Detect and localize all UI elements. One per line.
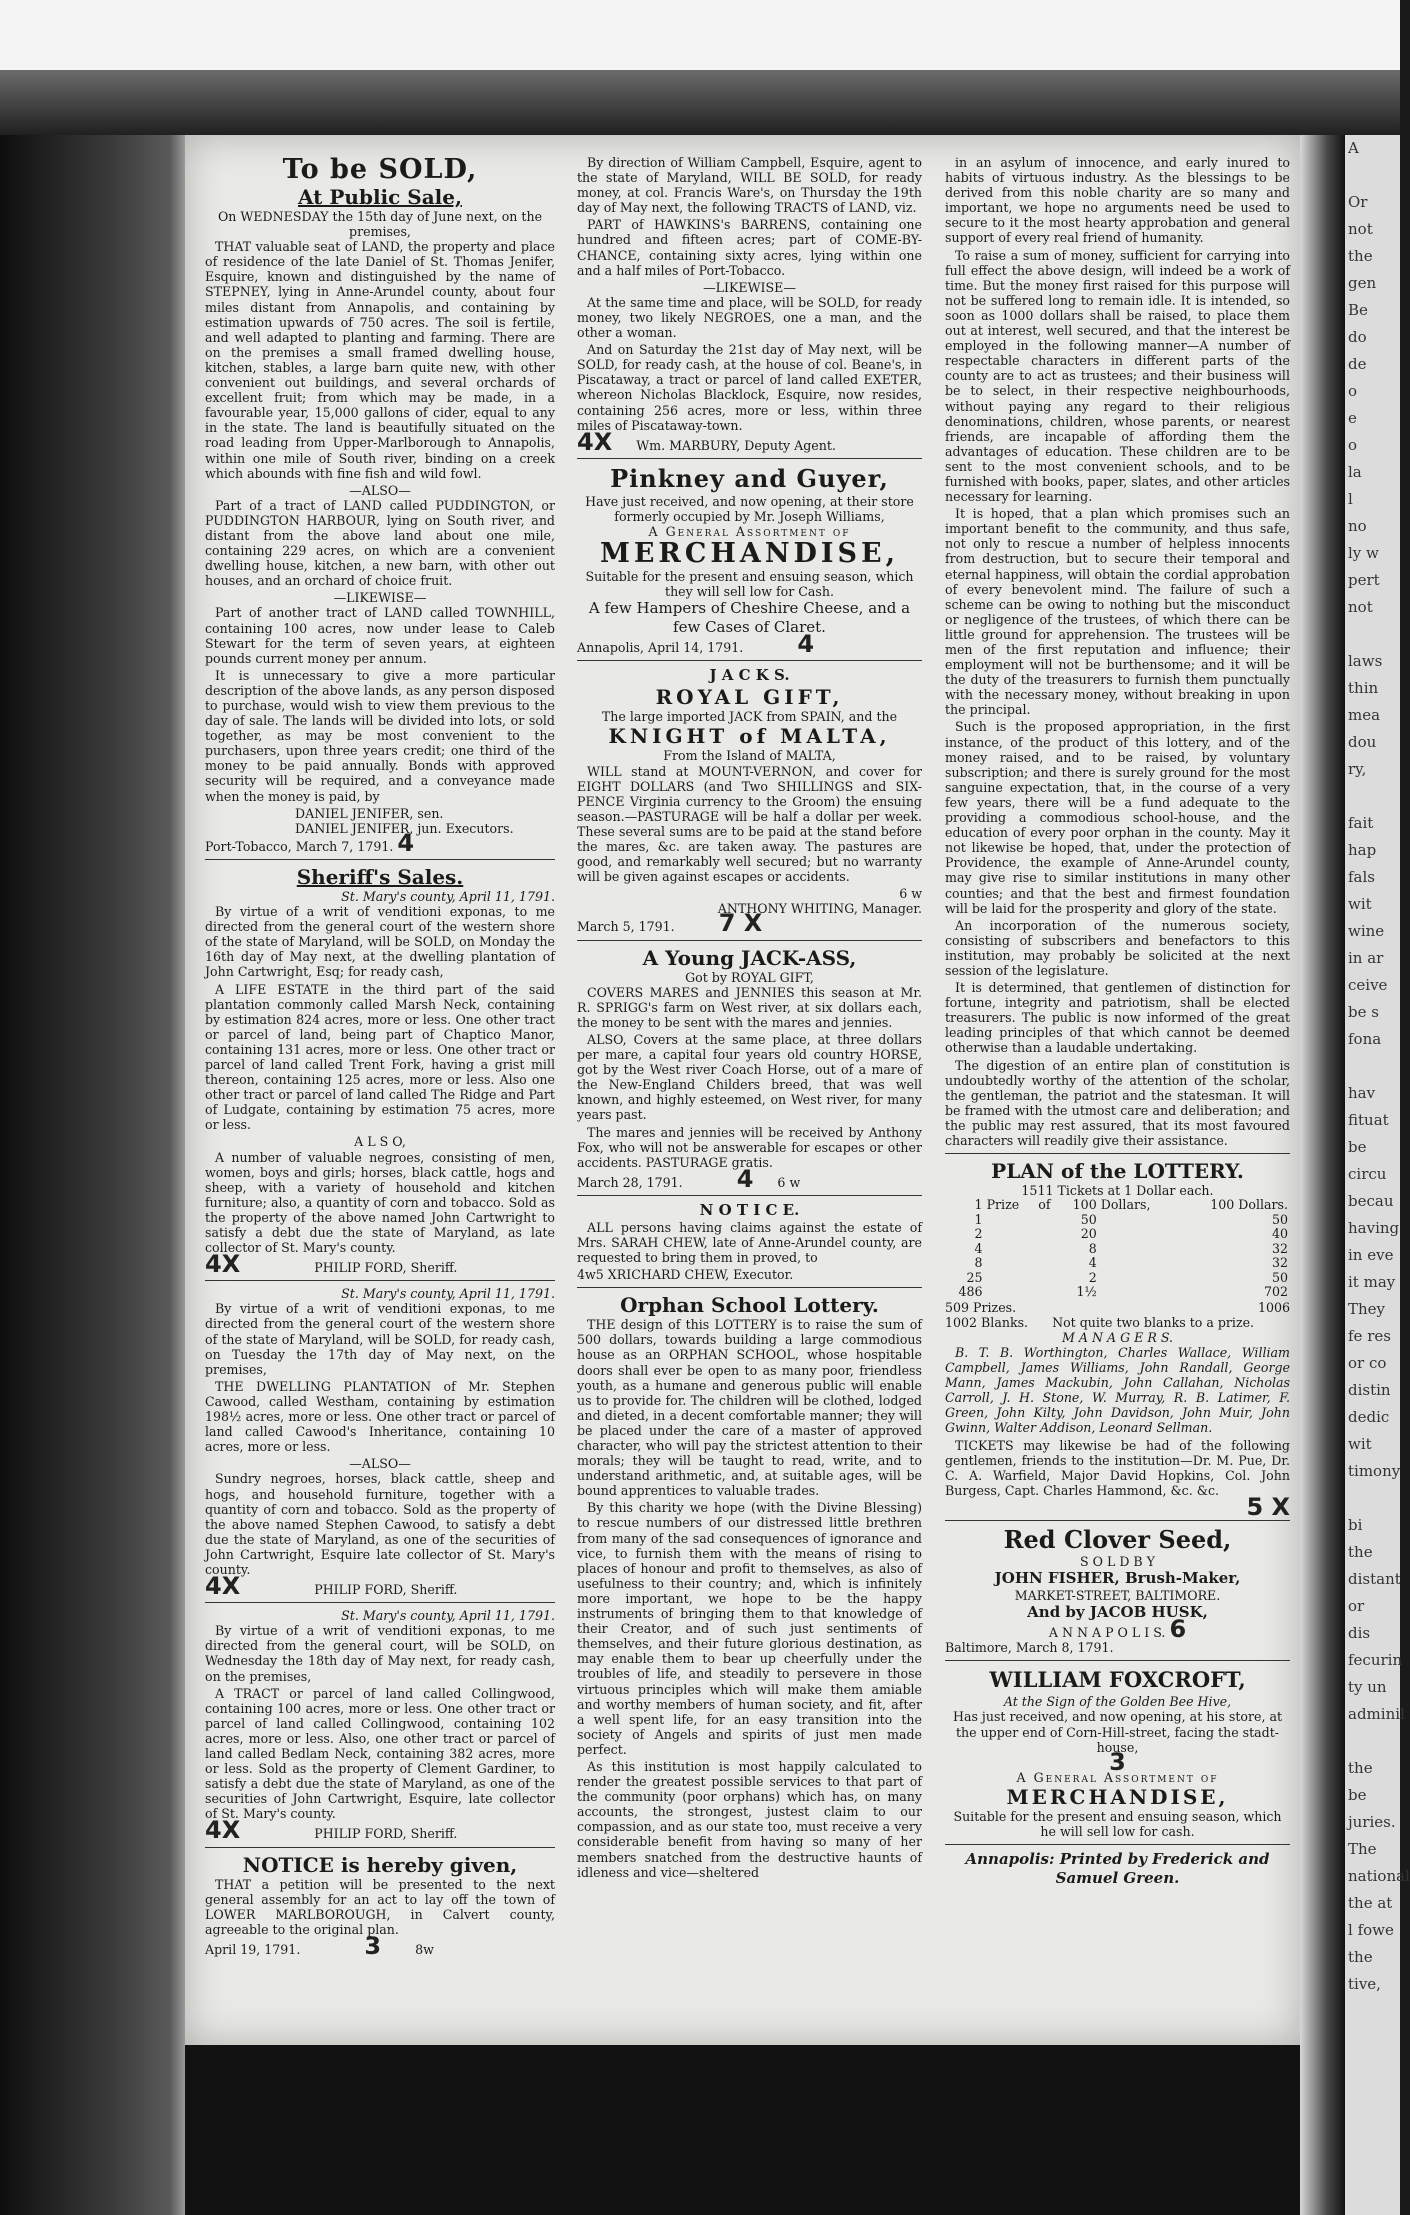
prize-label bbox=[985, 1227, 1037, 1242]
prize-of bbox=[1036, 1256, 1059, 1271]
orphan-continued: It is determined, that gentlemen of distinction for fortune, integrity and patriotism, shall be elected treasurers. The public is now informed of the great leading principles of that which cannot be deemed otherwise than a laudable undertaking. bbox=[945, 980, 1290, 1056]
facing-page-word: bi bbox=[1348, 1516, 1363, 1534]
blank-summary: 1002 Blanks. Not quite two blanks to a prize. bbox=[945, 1314, 1255, 1330]
facing-page-word: fait bbox=[1348, 814, 1374, 832]
foxcroft-paragraph: Suitable for the present and ensuing season, which he will sell low for cash. bbox=[953, 1808, 1282, 1840]
ad-signature bbox=[205, 806, 555, 836]
facing-page-word: be bbox=[1348, 1138, 1367, 1156]
store-special: A few Hampers of Cheshire Cheese, and a few Cases of Claret. bbox=[588, 599, 911, 637]
scan-light-strip bbox=[0, 0, 1400, 70]
column-2 bbox=[577, 155, 922, 2025]
notice-paragraph: THAT a petition will be presented to the next general assembly for an act to lay off the town of LOWER MARLBOROUGH, in Calvert county, agreeable to the original plan. bbox=[205, 1876, 555, 1937]
handwritten-mark: 4X bbox=[205, 1250, 241, 1279]
facing-page-word: hav bbox=[1348, 1084, 1376, 1102]
facing-page-word bbox=[1345, 1053, 1400, 1080]
column-1 bbox=[205, 155, 555, 2025]
prize-value: 2 bbox=[1088, 1269, 1097, 1285]
facing-page-word: in eve bbox=[1348, 1246, 1394, 1264]
clover-title: Red Clover Seed, bbox=[1003, 1525, 1232, 1554]
clover-sold: S O L D B Y bbox=[1080, 1554, 1155, 1569]
prize-total: 40 bbox=[1271, 1226, 1288, 1242]
lottery-plan-title: PLAN of the LOTTERY. bbox=[991, 1159, 1244, 1184]
ad-paragraph: PART of HAWKINS's BARRENS, containing one hundred and fifteen acres; part of COME-BY-CHANCE, containing sixty acres, lying within one and a half miles of Port-Tobacco. bbox=[577, 217, 922, 278]
prize-of bbox=[1036, 1242, 1059, 1257]
facing-page-word: ty un bbox=[1348, 1678, 1387, 1696]
divider bbox=[945, 1844, 1290, 1845]
handwritten-mark: 4 bbox=[797, 630, 815, 659]
orphan-continued: Such is the proposed appropriation, in the first instance, of the product of this lottery, and of the money raised, and to be raised, by voluntary subscription; and there is surely ground for the most sanguine expectation, that, in the course of a very few years, there will be a fund adequate to the providing a commodious school-house, and the education of every poor orphan in the county. May it not likewise be hoped, that, under the protection of Providence, the example of Anne-Arundel county, may give rise to similar institutions in many other counties; and that the best and firmest foundation will be laid for the prosperity and glory of the state. bbox=[945, 719, 1290, 916]
jacks-signature: ANTHONY WHITING, Manager. bbox=[717, 901, 922, 917]
handwritten-mark: 4 bbox=[736, 1164, 754, 1193]
prize-label bbox=[985, 1213, 1037, 1228]
facing-page-word: fecurin bbox=[1348, 1651, 1403, 1669]
prize-total: 100 Dollars. bbox=[1210, 1197, 1288, 1213]
clover-seller: And by JACOB HUSK, bbox=[1027, 1603, 1208, 1622]
ad-likewise: —LIKEWISE— bbox=[333, 590, 427, 606]
clover-seller: JOHN FISHER, Brush-Maker, bbox=[994, 1569, 1241, 1588]
prize-of bbox=[1036, 1213, 1059, 1228]
facing-page-word: timony bbox=[1348, 1462, 1401, 1480]
foxcroft-title: WILLIAM FOXCROFT, bbox=[989, 1667, 1246, 1693]
divider bbox=[577, 660, 922, 661]
facing-page-word: the bbox=[1348, 1759, 1373, 1777]
handwritten-mark: 4X bbox=[577, 427, 613, 456]
prize-label: Prize bbox=[986, 1197, 1020, 1213]
prize-total: 32 bbox=[1271, 1255, 1288, 1271]
prize-count: 25 bbox=[966, 1269, 983, 1285]
notice2-title: N O T I C E. bbox=[699, 1200, 800, 1219]
managers-list: B. T. B. Worthington, Charles Wallace, William Campbell, James Williams, John Randall, George Mann, James Mackubin, John Callahan, Nicholas Carroll, J. H. Stone, W. Murray, R. B. Latimer, F. Green, John Kilty, John Davidson, John Muir, John Gwinn, Walter Addison, Leonard Sellman. bbox=[945, 1344, 1290, 1436]
facing-page-word: the bbox=[1348, 247, 1373, 265]
prize-count: 4 bbox=[974, 1240, 983, 1256]
sale-date: St. Mary's county, April 11, 1791. bbox=[341, 1608, 555, 1624]
sale-paragraph: Sundry negroes, horses, black cattle, sheep and hogs, and household furniture, together with a quantity of corn and tobacco. Sold as the property of the above named Stephen Cawood, to satisfy a debt due the state of Maryland, as one of the securities of John Cartwright, Esquire late collector of St. Mary's county. bbox=[205, 1471, 555, 1577]
prize-unit bbox=[1099, 1285, 1175, 1300]
facing-page-word: or co bbox=[1348, 1354, 1387, 1372]
store-title: Pinkney and Guyer, bbox=[610, 463, 889, 493]
sale-paragraph: A number of valuable negroes, consisting of men, women, boys and girls; horses, black cattle, hogs and sheep, with a variety of household and kitchen furniture; also, a quantity of corn and tobacco. Sold as the property of the above named John Cartwright to satisfy a debt due the state of Maryland, as late collector of St. Mary's county. bbox=[205, 1149, 555, 1256]
divider bbox=[945, 1660, 1290, 1661]
knight-title: KNIGHT of MALTA, bbox=[608, 724, 891, 749]
jacks-date: March 5, 1791. 7 X bbox=[577, 909, 763, 938]
prize-row bbox=[945, 1198, 1290, 1213]
managers-title: M A N A G E R S. bbox=[1061, 1329, 1174, 1345]
sale-date: St. Mary's county, April 11, 1791. bbox=[341, 1286, 555, 1302]
orphan-paragraph: By this charity we hope (with the Divine Blessing) to rescue numbers of our distressed little brethren from many of the sad consequences of ignorance and vice, to furnish them with the means of rising to places of honour and profit to themselves, as also of usefulness to their country; and, which is infinitely more important, we hope to be the happy instruments of bringing them to that knowledge of their Creator, and of such just sentiments of themselves, and their future glorious destination, as may enable them to bear up cheerfully under the troubles of life, and steadily to persevere in those virtuous principles which will make them amiable and worthy members of human society, and fit, after a well spent life, for an easy transition into the society of Angels and spirits of just men made perfect. bbox=[577, 1500, 922, 1757]
jackass-paragraph: The mares and jennies will be received by Anthony Fox, who will not be answerable for escapes or other accidents. PASTURAGE gratis. bbox=[577, 1124, 922, 1170]
handwritten-mark: 4X bbox=[205, 1572, 241, 1601]
sale-date: St. Mary's county, April 11, 1791. bbox=[341, 888, 555, 904]
facing-page-word bbox=[1345, 1728, 1400, 1755]
prize-value: 8 bbox=[1088, 1240, 1097, 1256]
tickets-paragraph: TICKETS may likewise be had of the following gentlemen, friends to the institution—Dr. M. Pue, Dr. C. A. Warfield, Major David Hopkins, Col. John Burgess, Capt. Charles Hammond, &c. &c. bbox=[945, 1437, 1290, 1498]
prize-row bbox=[945, 1285, 1290, 1300]
facing-page-word: juries. bbox=[1348, 1813, 1396, 1831]
prize-of bbox=[1036, 1285, 1059, 1300]
divider bbox=[205, 1602, 555, 1603]
divider bbox=[577, 1195, 922, 1196]
facing-page-word: wit bbox=[1348, 1435, 1372, 1453]
facing-page-word: distant bbox=[1348, 1570, 1401, 1588]
signature-line: DANIEL JENIFER, sen. bbox=[295, 805, 444, 821]
facing-page-word: fona bbox=[1348, 1030, 1382, 1048]
handwritten-mark: 3 bbox=[1109, 1747, 1126, 1776]
jacks-sub: The large imported JACK from SPAIN, and the bbox=[601, 709, 898, 725]
facing-page-word: distin bbox=[1348, 1381, 1391, 1399]
orphan-paragraph: As this institution is most happily calculated to render the greatest possible services to that part of the community (poor orphans) which has, on many accounts, the strongest, justest claim to our compassion, and as our state too, must receive a very considerable benefit from having so many of her members snatched from the destructive haunts of idleness and vice—sheltered bbox=[577, 1758, 922, 1880]
printer-imprint: Annapolis: Printed by Frederick and Samuel Green. bbox=[965, 1850, 1270, 1888]
prize-row bbox=[945, 1213, 1290, 1228]
facing-page-word: in ar bbox=[1348, 949, 1384, 967]
divider bbox=[577, 458, 922, 459]
ad-also: —ALSO— bbox=[349, 482, 411, 498]
prize-unit bbox=[1099, 1227, 1175, 1242]
handwritten-mark: 4 bbox=[397, 828, 415, 857]
notice-title: NOTICE is hereby given, bbox=[242, 1852, 518, 1877]
facing-page-word: adminil bbox=[1348, 1705, 1405, 1723]
ad-place-date: Port-Tobacco, March 7, 1791. 4 bbox=[205, 828, 415, 857]
clover-town: A N N A P O L I S. 6 bbox=[1048, 1615, 1187, 1644]
handwritten-mark: 3 bbox=[364, 1931, 382, 1960]
divider bbox=[205, 859, 555, 860]
facing-page-word: it may bbox=[1348, 1273, 1396, 1291]
jacks-title: J A C K S. bbox=[709, 666, 790, 685]
facing-page-word: la bbox=[1348, 463, 1362, 481]
orphan-continued: The digestion of an entire plan of constitution is undoubtedly worthy of the attention of the scholar, the gentleman, the patriot and the statesman. It will be framed with the utmost care and deliberation; and the public may rest assured, that its most favoured characters will readily give their assistance. bbox=[945, 1057, 1290, 1148]
facing-page-word: no bbox=[1348, 517, 1367, 535]
prize-value: 1½ bbox=[1076, 1284, 1097, 1300]
merchandise-title: MERCHANDISE, bbox=[599, 538, 900, 570]
facing-page-word: or bbox=[1348, 1597, 1365, 1615]
divider bbox=[577, 1287, 922, 1288]
divider bbox=[205, 1847, 555, 1848]
facing-page-word: A bbox=[1348, 139, 1359, 157]
facing-page-word: thin bbox=[1348, 679, 1379, 697]
facing-page-word: e bbox=[1348, 409, 1357, 427]
jackass-sub: Got by ROYAL GIFT, bbox=[685, 969, 814, 985]
jacks-6w: 6 w bbox=[899, 886, 922, 902]
facing-page-word: having bbox=[1348, 1219, 1400, 1237]
sale-signature: 4X PHILIP FORD, Sheriff. bbox=[205, 1816, 458, 1845]
foxcroft-sign: At the Sign of the Golden Bee Hive, bbox=[1003, 1694, 1232, 1710]
sale-paragraph: By virtue of a writ of venditioni exponas, to me directed from the general court of the western shore of the state of Maryland, will be SOLD, on Monday the 16th day of May next, at the dwelling plantation of John Cartwright, Esq; for ready cash, bbox=[205, 904, 555, 980]
ad-likewise: —LIKEWISE— bbox=[703, 279, 796, 295]
prize-total: 32 bbox=[1271, 1240, 1288, 1256]
facing-page-word: circu bbox=[1348, 1165, 1387, 1183]
sale-paragraph: A TRACT or parcel of land called Collingwood, containing 100 acres, more or less. One other tract or parcel of land called Collingwood, containing 102 acres, more or less. Also, one other tract or parcel of land called Bedlam Neck, containing 382 acres, more or less. Sold as the property of Clement Gardiner, to satisfy a debt due the state of Maryland, as one of the securities of John Cartwright, Esquire, late collector of St. Mary's county. bbox=[205, 1685, 555, 1822]
facing-page-word: be s bbox=[1348, 1003, 1379, 1021]
orphan-continued: in an asylum of innocence, and early inured to habits of virtuous industry. As the blessings to be derived from this noble charity are so many and important, we hope no arguments need be used to secure to it the most hearty approbation and general support of every real friend of humanity. bbox=[945, 155, 1290, 246]
foxcroft-assort: A General Assortment of bbox=[1016, 1769, 1219, 1785]
facing-page-word: be bbox=[1348, 1786, 1367, 1804]
ad-subtitle: At Public Sale, bbox=[298, 185, 462, 209]
orphan-continued: An incorporation of the numerous society, consisting of subscribers and benefactors to this institution, may probably be solicited at the next session of the legislature. bbox=[945, 917, 1290, 978]
sale-paragraph: THE DWELLING PLANTATION of Mr. Stephen Cawood, called Westham, containing by estimation 198½ acres, more or less. One other tract or parcel of land called Cawood's Inheritance, containing 10 acres, more or less. bbox=[205, 1378, 555, 1455]
prize-row bbox=[945, 1256, 1290, 1271]
facing-page-word: wit bbox=[1348, 895, 1372, 913]
prize-unit: Dollars, bbox=[1100, 1197, 1151, 1213]
facing-page-word: They bbox=[1348, 1300, 1386, 1318]
facing-page-word: do bbox=[1348, 328, 1367, 346]
facing-page-word: dedic bbox=[1348, 1408, 1390, 1426]
prize-row bbox=[945, 1242, 1290, 1257]
ad-date: On WEDNESDAY the 15th day of June next, on the premises, bbox=[217, 209, 543, 240]
lottery-plan-sub: 1511 Tickets at 1 Dollar each. bbox=[1021, 1183, 1214, 1199]
assortment-label: A General Assortment of bbox=[648, 523, 851, 539]
signature-line: DANIEL JENIFER, jun. Executors. bbox=[295, 820, 514, 836]
facing-page-word: The bbox=[1348, 1840, 1377, 1858]
section-title: Sheriff's Sales. bbox=[296, 864, 464, 889]
prize-label bbox=[985, 1285, 1037, 1300]
ad-signature: 4X Wm. MARBURY, Deputy Agent. bbox=[577, 427, 836, 456]
scan-top-shadow bbox=[0, 70, 1400, 135]
jacks-sub: From the Island of MALTA, bbox=[663, 748, 836, 764]
handwritten-mark: 5 X bbox=[1246, 1492, 1290, 1521]
facing-page-word: hap bbox=[1348, 841, 1377, 859]
ad-title: To be SOLD, bbox=[282, 154, 478, 185]
orphan-title: Orphan School Lottery. bbox=[620, 1293, 879, 1318]
clover-date: Baltimore, March 8, 1791. bbox=[945, 1640, 1114, 1656]
prize-label bbox=[985, 1242, 1037, 1257]
ad-paragraph: It is unnecessary to give a more particular description of the above lands, as any person disposed to purchase, would wish to view them previous to the day of sale. The lands will be divided into lots, or sold together, as may be most convenient to the purchasers, upon three years credit; one third of the money to be paid annually. Bonds with approved security will be required, and a conveyance made when the money is paid, by bbox=[205, 667, 555, 804]
scan-top-margin bbox=[0, 0, 1400, 135]
facing-page-word: the bbox=[1348, 1948, 1373, 1966]
column-3 bbox=[945, 155, 1290, 2025]
store-date: Annapolis, April 14, 1791. 4 bbox=[577, 630, 815, 659]
facing-page-word: l fowe bbox=[1348, 1921, 1394, 1939]
prize-value: 4 bbox=[1088, 1255, 1097, 1271]
facing-page-word: laws bbox=[1348, 652, 1383, 670]
prize-summary: 509 Prizes. 1006 bbox=[945, 1299, 1290, 1315]
store-paragraph: Suitable for the present and ensuing season, which they will sell low for Cash. bbox=[585, 569, 914, 600]
jacks-paragraph: WILL stand at MOUNT-VERNON, and cover for EIGHT DOLLARS (and Two SHILLINGS and SIX-PENCE Virginia currency to the Groom) the ensuing season.—PASTURAGE will be half a dollar per week. These several sums are to be paid at the stand before the mares, &c. are taken away. The pastures are good, and remarkably well secured; but no warranty will be given against escapes or accidents. bbox=[577, 763, 922, 885]
clover-street: MARKET-STREET, BALTIMORE. bbox=[1014, 1588, 1221, 1604]
book-gutter bbox=[1300, 135, 1345, 2215]
facing-page-word: not bbox=[1348, 220, 1373, 238]
facing-page-fragment bbox=[1345, 135, 1410, 2215]
facing-page-word: l bbox=[1348, 490, 1353, 508]
facing-page-word: o bbox=[1348, 436, 1358, 454]
prize-row bbox=[945, 1227, 1290, 1242]
store-paragraph: Have just received, and now opening, at their store formerly occupied by Mr. Joseph Williams, bbox=[585, 493, 914, 524]
prize-count: 486 bbox=[958, 1284, 983, 1300]
facing-page-word bbox=[1345, 783, 1400, 810]
prize-count: 1 bbox=[974, 1197, 983, 1213]
jackass-date: March 28, 1791. 4 6 w bbox=[577, 1164, 801, 1193]
sale-paragraph: By virtue of a writ of venditioni exponas, to me directed from the general court of the western shore of the state of Maryland, will be SOLD, for ready cash, on Tuesday the 17th day of May next, on the premises, bbox=[205, 1301, 555, 1377]
orphan-paragraph: THE design of this LOTTERY is to raise the sum of 500 dollars, towards building a large commodious house as an ORPHAN SCHOOL, whose hospitable doors shall ever be open to as many poor, friendless youth, as a humane and generous public will enable us to provide for. The children will be clothed, lodged and dieted, in a decent comfortable manner; they will be placed under the care of a master of approved character, who will pay the strictest attention to their morals; they will be taught to read, write, and to understand arithmetic, and, at suitable ages, will be bound apprentices to valuable trades. bbox=[577, 1317, 922, 1499]
prize-unit bbox=[1099, 1242, 1175, 1257]
facing-page-word: the bbox=[1348, 1543, 1373, 1561]
sale-signature: 4X PHILIP FORD, Sheriff. bbox=[205, 1572, 458, 1601]
facing-page-word: o bbox=[1348, 382, 1358, 400]
prize-of bbox=[1036, 1227, 1059, 1242]
facing-page-word bbox=[1345, 162, 1400, 189]
jackass-paragraph: COVERS MARES and JENNIES this season at Mr. R. SPRIGG's farm on West river, at six dollars each, the money to be sent with the mares and jennies. bbox=[577, 984, 922, 1030]
ad-paragraph: Part of a tract of LAND called PUDDINGTON, or PUDDINGTON HARBOUR, lying on South river, and distant from the above land about one mile, containing 229 acres, on which are a convenient dwelling house, kitchen, a new barn, with other out houses, and an orchard of choice fruit. bbox=[205, 497, 555, 589]
prize-value: 50 bbox=[1080, 1211, 1097, 1227]
facing-page-word: fe res bbox=[1348, 1327, 1391, 1345]
facing-page-word: national bbox=[1348, 1867, 1410, 1885]
divider bbox=[945, 1153, 1290, 1154]
jackass-title: A Young JACK-ASS, bbox=[642, 945, 857, 970]
sale-paragraph: By virtue of a writ of venditioni exponas, to me directed from the general court, will be SOLD, on Wednesday the 18th day of May next, for ready cash, on the premises, bbox=[205, 1623, 555, 1684]
facing-page-word: fals bbox=[1348, 868, 1375, 886]
divider bbox=[577, 940, 922, 941]
prize-total: 50 bbox=[1271, 1211, 1288, 1227]
facing-page-word: ly w bbox=[1348, 544, 1379, 562]
newspaper-page bbox=[185, 135, 1300, 2045]
facing-page-word: becau bbox=[1348, 1192, 1394, 1210]
notice2-paragraph: ALL persons having claims against the estate of Mrs. SARAH CHEW, late of Anne-Arundel county, are requested to bring them in proved, to bbox=[577, 1219, 922, 1266]
orphan-continued: To raise a sum of money, sufficient for carrying into full effect the above design, will indeed be a work of time. But the money first raised for this purpose will not be suffered long to remain idle. It is intended, so soon as 1000 dollars shall be raised, to place them out at interest, well secured, and that the interest be employed in the following manner—A number of respectable characters in different parts of the county are to act as trustees; and their business will be to select, in their respective neighbourhoods, without paying any regard to their religious denominations, children, whose parents, or nearest friends, are incapable of affording them the advantages of education. These children are to be sent to the most convenient schools, and to be furnished with books, paper, slates, and other articles necessary for learning. bbox=[945, 247, 1290, 505]
facing-page-word bbox=[1345, 621, 1400, 648]
book-spine bbox=[0, 135, 185, 2215]
prize-count: 1 bbox=[974, 1211, 983, 1227]
facing-page-word: Or bbox=[1348, 193, 1368, 211]
prize-label bbox=[985, 1256, 1037, 1271]
foxcroft-paragraph: Has just received, and now opening, at his store, at the upper end of Corn-Hill-street, facing the stadt-house, bbox=[952, 1709, 1283, 1755]
ad-paragraph: Part of another tract of LAND called TOWNHILL, containing 100 acres, now under lease to Caleb Stewart for the term of seven years, at eighteen pounds current money per annum. bbox=[205, 605, 555, 666]
prize-row bbox=[945, 1271, 1290, 1286]
facing-page-word: dou bbox=[1348, 733, 1377, 751]
sale-also: A L S O, bbox=[354, 1134, 406, 1150]
ad-paragraph: THAT valuable seat of LAND, the property and place of residence of the late Daniel of St. Thomas Jenifer, Esquire, known and distinguished by the name of STEPNEY, lying in Anne-Arundel county, about four miles distant from Annapolis, and containing by estimation upwards of 750 acres. The soil is fertile, and well adapted to planting and farming. There are on the premises a small framed dwelling house, kitchen, stables, a large barn quite new, with other convenient out buildings, and several orchards of excellent fruit; from which may be made, in a favourable year, 15,000 gallons of cider, equal to any in the state. The land is beautifully situated on the road leading from Upper-Marlborough to Annapolis, within one mile of South river, binding on a creek which abounds with fine fish and wild fowl. bbox=[205, 239, 555, 481]
facing-page-word: gen bbox=[1348, 274, 1377, 292]
prize-table bbox=[945, 1198, 1290, 1300]
prize-value: 20 bbox=[1080, 1226, 1097, 1242]
prize-unit bbox=[1099, 1213, 1175, 1228]
prize-total: 50 bbox=[1271, 1269, 1288, 1285]
divider bbox=[205, 1280, 555, 1281]
prize-count: 8 bbox=[974, 1255, 983, 1271]
facing-page-word bbox=[1345, 1485, 1400, 1512]
sale-signature: 4X PHILIP FORD, Sheriff. bbox=[205, 1250, 458, 1279]
facing-page-word: mea bbox=[1348, 706, 1381, 724]
prize-count: 2 bbox=[974, 1226, 983, 1242]
prize-unit bbox=[1099, 1256, 1175, 1271]
prize-total: 702 bbox=[1263, 1284, 1288, 1300]
royal-gift-title: ROYAL GIFT, bbox=[655, 685, 844, 710]
prize-unit bbox=[1099, 1271, 1175, 1286]
scan-bottom-margin bbox=[185, 2045, 1300, 2215]
sale-also: —ALSO— bbox=[349, 1456, 411, 1472]
facing-page-word: de bbox=[1348, 355, 1367, 373]
prize-of: of bbox=[1038, 1197, 1051, 1213]
ad-paragraph: By direction of William Campbell, Esquire, agent to the state of Maryland, WILL BE SOLD, for ready money, at col. Francis Ware's, on Thursday the 19th day of May next, the following TRACTS of LAND, viz. bbox=[577, 155, 922, 216]
facing-page-word: ceive bbox=[1348, 976, 1388, 994]
ad-paragraph: And on Saturday the 21st day of May next, will be SOLD, for ready cash, at the house of col. Beane's, in Piscataway, a tract or parcel of land called EXETER, whereon Nicholas Blacklock, Esquire, now resides, containing 256 acres, more or less, within three miles of Piscataway-town. bbox=[577, 342, 922, 433]
notice2-signature: 4w5 XRICHARD CHEW, Executor. bbox=[577, 1267, 794, 1283]
facing-page-word: fituat bbox=[1348, 1111, 1389, 1129]
handwritten-mark: 4X bbox=[205, 1816, 241, 1845]
facing-page-word: Be bbox=[1348, 301, 1368, 319]
sale-paragraph: A LIFE ESTATE in the third part of the said plantation commonly called Marsh Neck, containing by estimation 824 acres, more or less. One other tract or parcel of land, being part of Chaptico Manor, containing 131 acres, more or less. One other tract or parcel of land called Trent Fork, having a grist mill thereon, containing 125 acres, more or less. Also one other tract or parcel of land called The Ridge and Part of Ludgate, containing by estimation 75 acres, more or less. bbox=[205, 981, 555, 1133]
facing-page-word: not bbox=[1348, 598, 1373, 616]
facing-page-word: wine bbox=[1348, 922, 1385, 940]
facing-page-word: ry, bbox=[1348, 760, 1367, 778]
handwritten-mark: 7 X bbox=[718, 909, 763, 938]
facing-page-word: pert bbox=[1348, 571, 1380, 589]
facing-page-word: tive, bbox=[1348, 1975, 1381, 1993]
foxcroft-merch: MERCHANDISE, bbox=[1006, 1784, 1229, 1809]
orphan-continued: It is hoped, that a plan which promises such an important benefit to the community, and thus safe, not only to rescue a number of helpless innocents from destruction, but to secure their temporal and eternal happiness, will obtain the cordial approbation of every benevolent mind. The failure of such a scheme can be owing to nothing but the misconduct or negligence of the trustees, of which there can be little ground for apprehension. The trustees will be men of the first reputation and influence; their employment will not be burthensome; and it will be the duty of the treasurers to furnish them punctually with the necessary money, without breaking in upon the principal. bbox=[945, 506, 1290, 718]
divider bbox=[945, 1520, 1290, 1521]
prize-value: 100 bbox=[1072, 1197, 1097, 1213]
prize-label bbox=[985, 1271, 1037, 1286]
ad-paragraph: At the same time and place, will be SOLD, for ready money, two likely NEGROES, one a man, and the other a woman. bbox=[577, 294, 922, 341]
notice-footer: April 19, 1791. 3 8w bbox=[205, 1931, 434, 1960]
prize-of bbox=[1036, 1271, 1059, 1286]
facing-page-word: the at bbox=[1348, 1894, 1393, 1912]
facing-page-word: dis bbox=[1348, 1624, 1371, 1642]
jackass-paragraph: ALSO, Covers at the same place, at three dollars per mare, a capital four years old country HORSE, got by the West river Coach Horse, out of a mare of the New-England Childers breed, that was well known, and highly esteemed, on West river, for many years past. bbox=[577, 1031, 922, 1123]
handwritten-mark: 6 bbox=[1169, 1615, 1187, 1644]
